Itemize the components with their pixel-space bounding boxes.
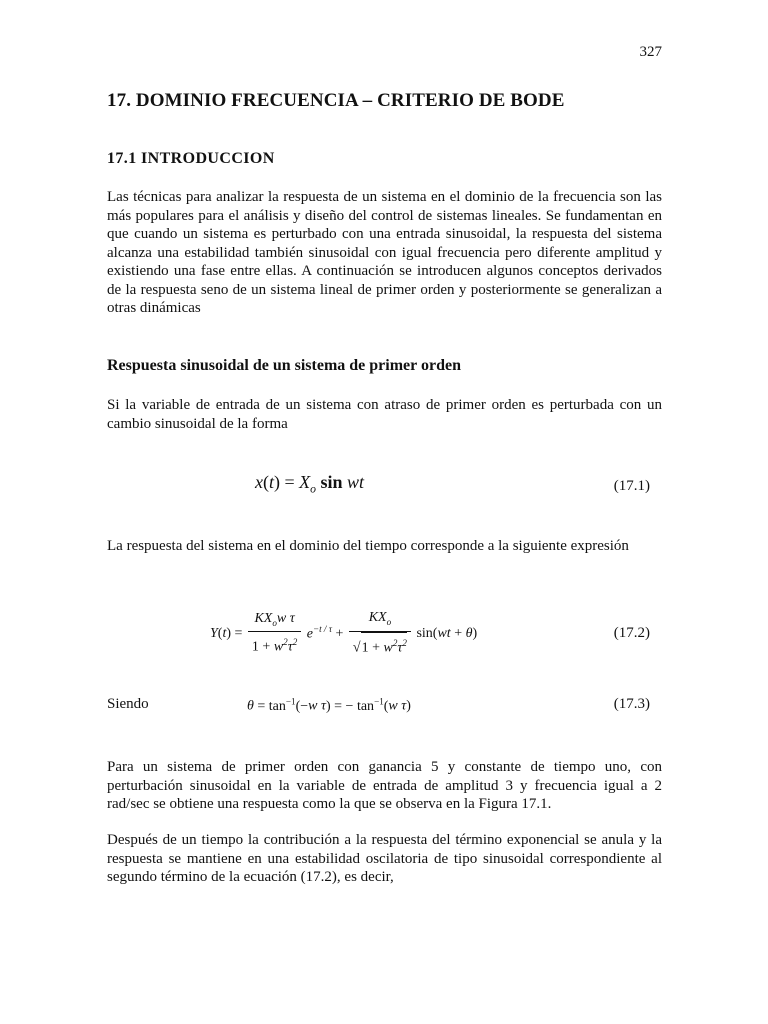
- input-variable-paragraph: Si la variable de entrada de un sistema con atraso de primer orden es perturbada con un cambio sinusoidal de la forma: [107, 397, 662, 432]
- section-title: 17.1 INTRODUCCION: [107, 150, 275, 167]
- example-paragraph: Para un sistema de primer orden con ganancia 5 y constante de tiempo uno, con perturbación sinusoidal en la variable de entrada de amplitud 3 y frecuencia igual a 2 rad/sec se obtiene una respuesta como la que se observa en la Figura 17.1.: [107, 759, 662, 812]
- response-paragraph: La respuesta del sistema en el dominio del tiempo corresponde a la siguiente expresión: [107, 538, 629, 554]
- chapter-title: 17. DOMINIO FRECUENCIA – CRITERIO DE BODE: [107, 90, 565, 111]
- equation-17-1-formula: $x(t) = X_o$ sin wt: [255, 472, 365, 496]
- intro-paragraph: Las técnicas para analizar la respuesta de un sistema en el dominio de la frecuencia son las más populares para el análisis y diseño del control de sistemas lineales. Se fundamentan en que cuando un sistema es perturbado con una entrada sinusoidal, la respuesta del sistema alcanza una estabilidad también sinusoidal con igual frecuencia pero diferente amplitud y existiendo una fase entre ellas. A continuación se introducen algunos conceptos derivados de la respuesta seno de un sistema lineal de primer orden y posteriormente se generalizan a otras dinámicas: [107, 189, 662, 316]
- equation-17-1: [107, 470, 662, 500]
- equation-17-2-number: (17.2): [613, 625, 650, 641]
- page-number: 327: [639, 44, 662, 60]
- equation-17-2-formula: Y(t) = $\frac{KX_ow \tau}{1 + w^2\tau^2}$ $e^{-t / \tau}$ + $\frac{KX_o}{√1 + w^2\tau^2}$ sin(wt + θ): [210, 609, 477, 661]
- equation-17-3-label: Siendo: [107, 696, 149, 712]
- equation-17-3-formula: $\theta = \tan^{-1}(-w$ τ) = − $\tan^{-1}(w$ τ): [247, 696, 411, 714]
- equation-17-1-number: (17.1): [613, 478, 650, 494]
- steady-state-paragraph: Después de un tiempo la contribución a la respuesta del término exponencial se anula y la respuesta se mantiene en una estabilidad oscilatoria de tipo sinusoidal correspondiente al segundo término de la ecuación (17.2), es decir,: [107, 832, 662, 885]
- equation-17-2: [107, 605, 662, 665]
- equation-17-3-number: (17.3): [613, 696, 650, 712]
- subsection-title: Respuesta sinusoidal de un sistema de primer orden: [107, 357, 461, 374]
- equation-17-3: [107, 694, 662, 720]
